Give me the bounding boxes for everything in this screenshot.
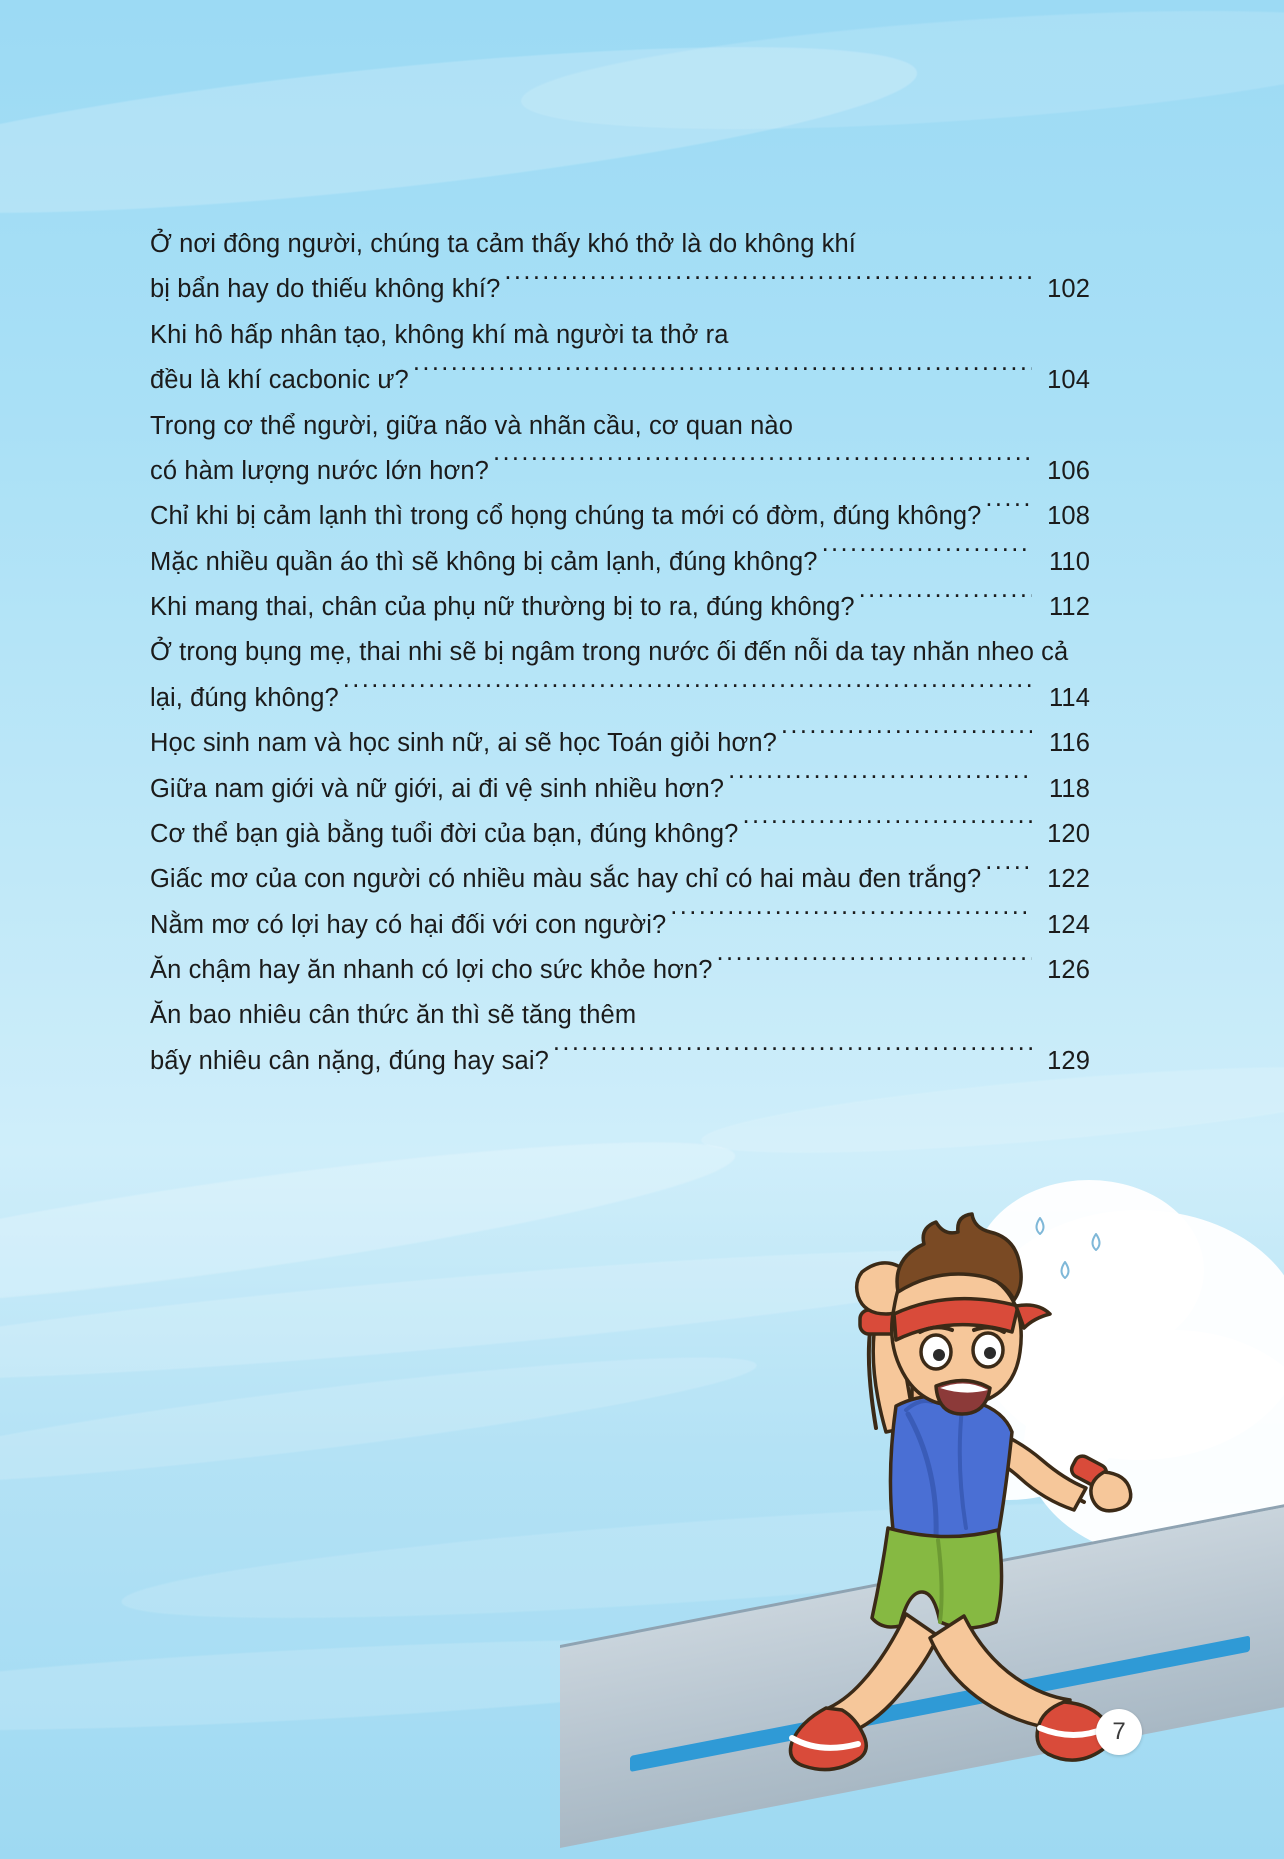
toc-leader-dots: [413, 363, 1032, 389]
toc-leader-dots: [553, 1043, 1032, 1069]
toc-entry-line: Ở nơi đông người, chúng ta cảm thấy khó thở là do không khí: [150, 230, 856, 258]
toc-entry-line: Cơ thể bạn già bằng tuổi đời của bạn, đúng không?: [150, 819, 739, 848]
toc-entry-line: Trong cơ thể người, giữa não và nhãn cầu, cơ quan nào: [150, 411, 793, 440]
toc-leader-dots: [670, 907, 1032, 933]
toc-entry[interactable]: [150, 585, 1090, 630]
toc-entry[interactable]: [150, 222, 1090, 313]
toc-page-number: 124: [1047, 910, 1090, 939]
toc-entry[interactable]: [150, 630, 1090, 721]
toc-entry-line: Ở trong bụng mẹ, thai nhi sẽ bị ngâm trong nước ối đến nỗi da tay nhăn nheo cả: [150, 638, 1069, 667]
toc-entry[interactable]: [150, 767, 1090, 812]
toc-entry[interactable]: [150, 540, 1090, 585]
toc-page-number: 126: [1047, 956, 1090, 984]
toc-entry[interactable]: [150, 721, 1090, 766]
table-of-contents: [150, 222, 1090, 1084]
toc-entry-line: Ăn bao nhiêu cân thức ăn thì sẽ tăng thêm: [150, 1001, 637, 1030]
toc-entry-line: bị bẩn hay do thiếu không khí?: [150, 275, 501, 304]
toc-leader-dots: [822, 544, 1032, 570]
toc-entry[interactable]: [150, 812, 1090, 857]
toc-entry[interactable]: [150, 404, 1090, 495]
toc-entry-line: đều là khí cacbonic ư?: [150, 366, 409, 395]
toc-entry-line: Giấc mơ của con người có nhiều màu sắc hay chỉ có hai màu đen trắng?: [150, 865, 982, 894]
toc-entry-line: Nằm mơ có lợi hay có hại đối với con người?: [150, 910, 667, 939]
toc-entry[interactable]: [150, 993, 1090, 1084]
toc-leader-dots: [985, 499, 1032, 525]
toc-page-number: 114: [1049, 683, 1090, 712]
toc-page-number: 116: [1049, 729, 1090, 758]
toc-entry[interactable]: [150, 948, 1090, 993]
toc-leader-dots: [742, 816, 1032, 842]
toc-page-number: 122: [1047, 865, 1090, 894]
toc-page-number: 104: [1047, 366, 1090, 395]
toc-entry[interactable]: [150, 857, 1090, 902]
toc-entry-line: lại, đúng không?: [150, 683, 339, 712]
toc-page-number: 106: [1047, 456, 1090, 485]
toc-entry-line: bấy nhiêu cân nặng, đúng hay sai?: [150, 1046, 549, 1075]
toc-entry-line: Ăn chậm hay ăn nhanh có lợi cho sức khỏe hơn?: [150, 956, 713, 984]
toc-leader-dots: [781, 726, 1032, 752]
page-number-badge: 7: [1096, 1709, 1142, 1755]
toc-leader-dots: [504, 272, 1032, 298]
toc-page-number: 102: [1047, 275, 1090, 304]
toc-leader-dots: [343, 680, 1032, 706]
toc-entry-line: Chỉ khi bị cảm lạnh thì trong cổ họng chúng ta mới có đờm, đúng không?: [150, 502, 982, 531]
toc-leader-dots: [985, 862, 1032, 888]
toc-entry-line: Mặc nhiều quần áo thì sẽ không bị cảm lạnh, đúng không?: [150, 547, 818, 576]
toc-entry[interactable]: [150, 903, 1090, 948]
toc-leader-dots: [493, 453, 1032, 479]
toc-leader-dots: [728, 771, 1032, 797]
toc-entry-line: Giữa nam giới và nữ giới, ai đi vệ sinh nhiều hơn?: [150, 774, 725, 803]
toc-entry-line: Học sinh nam và học sinh nữ, ai sẽ học Toán giỏi hơn?: [150, 729, 777, 758]
toc-entry-line: Khi hô hấp nhân tạo, không khí mà người ta thở ra: [150, 320, 729, 349]
background-swoosh: [0, 13, 923, 247]
toc-leader-dots: [717, 953, 1032, 979]
toc-entry-line: Khi mang thai, chân của phụ nữ thường bị to ra, đúng không?: [150, 593, 855, 621]
toc-page-number: 108: [1047, 502, 1090, 531]
running-boy-illustration: [700, 1210, 1260, 1840]
toc-page-number: 112: [1049, 593, 1090, 621]
toc-page-number: 118: [1049, 774, 1090, 803]
toc-entry[interactable]: [150, 313, 1090, 404]
toc-entry-line: có hàm lượng nước lớn hơn?: [150, 456, 489, 485]
toc-page-number: 120: [1047, 819, 1090, 848]
toc-page-number: 110: [1049, 547, 1090, 576]
toc-leader-dots: [859, 590, 1032, 616]
toc-entry[interactable]: [150, 494, 1090, 539]
toc-page-number: 129: [1047, 1046, 1090, 1075]
